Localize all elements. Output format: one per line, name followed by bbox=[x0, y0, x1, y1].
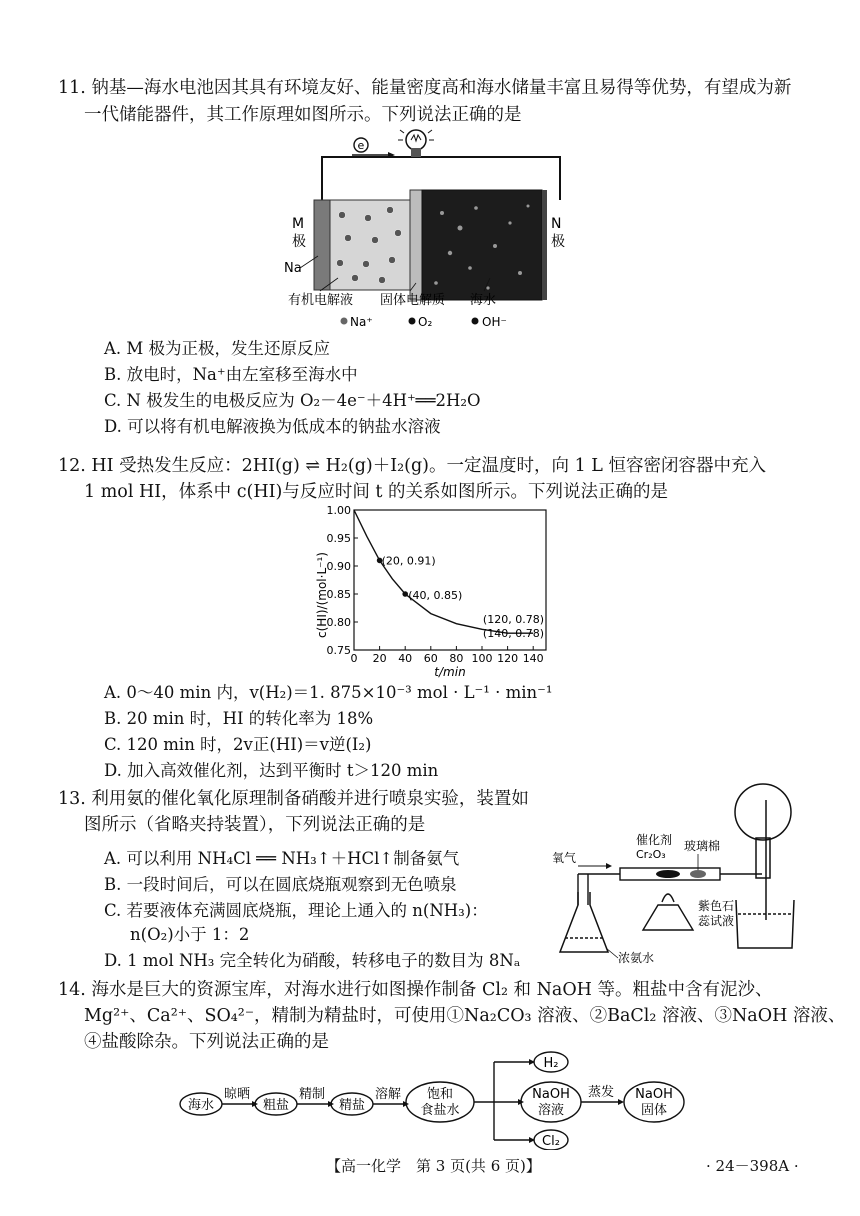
q13-option-a: A. 可以利用 NH₄Cl ══ NH₃↑＋HCl↑制备氨气 bbox=[104, 849, 460, 868]
x-tick-label: 60 bbox=[423, 652, 438, 665]
x-tick-label: 100 bbox=[471, 652, 493, 665]
oxygen-label: 氧气 bbox=[552, 851, 577, 865]
flow-brine-2: 食盐水 bbox=[420, 1103, 460, 1118]
flow-dry-step: 晾晒 bbox=[223, 1087, 251, 1102]
y-tick-label: 0.90 bbox=[326, 560, 351, 573]
flow-seawater: 海水 bbox=[187, 1098, 215, 1113]
q11-battery-diagram bbox=[270, 128, 600, 336]
q11-stem-line2: 一代储能器件，其工作原理如图所示。下列说法正确的是 bbox=[84, 105, 522, 125]
q13-stem-line1: 13. 利用氨的催化氧化原理制备硝酸并进行喷泉实验，装置如 bbox=[58, 789, 529, 809]
q12-stem-line1: 12. HI 受热发生反应：2HI(g) ⇌ H₂(g)＋I₂(g)。一定温度时，向 1 L 恒容密闭容器中充入 bbox=[58, 456, 766, 476]
flow-naoh-solid-1: NaOH bbox=[635, 1087, 673, 1102]
solid-electrolyte-label: 固体电解质 bbox=[380, 293, 446, 308]
glass-wool-mark bbox=[690, 870, 706, 878]
q13-stem-line2: 图所示（省略夹持装置），下列说法正确的是 bbox=[84, 815, 426, 835]
beaker bbox=[736, 900, 794, 948]
chart-y-axis-label: c(HI)/(mol·L⁻¹) bbox=[315, 552, 329, 638]
data-annotation: (20, 0.91) bbox=[381, 554, 436, 568]
m-electrode-label-2: 极 bbox=[292, 234, 306, 250]
litmus-label-2: 蕊试液 bbox=[698, 914, 735, 928]
organic-electrolyte-label: 有机电解液 bbox=[288, 293, 354, 308]
flow-fine-salt: 精盐 bbox=[338, 1098, 366, 1113]
conical-flask bbox=[560, 892, 608, 952]
q13-option-d: D. 1 mol NH₃ 完全转化为硝酸，转移电子的数目为 8Nₐ bbox=[104, 951, 521, 970]
flow-dissolve-step: 溶解 bbox=[374, 1087, 402, 1102]
flow-naoh-solid-2: 固体 bbox=[640, 1103, 668, 1118]
y-tick-label: 0.75 bbox=[326, 644, 351, 657]
flow-h2: H₂ bbox=[543, 1056, 559, 1071]
chart-x-axis-label: t/min bbox=[434, 665, 466, 679]
flow-crude-salt: 粗盐 bbox=[262, 1098, 290, 1113]
x-tick-label: 140 bbox=[522, 652, 544, 665]
data-point bbox=[402, 591, 408, 597]
q13-option-c: C. 若要液体充满圆底烧瓶，理论上通入的 n(NH₃)： bbox=[104, 901, 488, 920]
q13-apparatus-diagram bbox=[548, 780, 810, 970]
x-tick-label: 40 bbox=[398, 652, 413, 665]
seawater-label: 海水 bbox=[470, 293, 497, 308]
alcohol-lamp bbox=[643, 894, 693, 930]
seawater-chamber bbox=[422, 190, 542, 300]
n-electrode-label: N bbox=[551, 216, 562, 232]
electron-label: e bbox=[357, 139, 365, 152]
data-annotation: (140, 0.78) bbox=[482, 627, 544, 641]
catalyst-label: 催化剂 bbox=[636, 833, 673, 847]
round-bottom-flask bbox=[735, 784, 791, 920]
hi-concentration-chart bbox=[300, 500, 560, 680]
legend-na: Na⁺ bbox=[350, 315, 373, 329]
q11-option-c: C. N 极发生的电极反应为 O₂－4e⁻＋4H⁺══2H₂O bbox=[104, 391, 481, 410]
y-tick-label: 0.85 bbox=[326, 588, 351, 601]
flow-brine-1: 饱和 bbox=[426, 1087, 454, 1102]
y-tick-label: 0.95 bbox=[326, 532, 351, 545]
q12-option-c: C. 120 min 时，2v正(HI)＝v逆(I₂) bbox=[104, 735, 372, 754]
x-tick-label: 80 bbox=[449, 652, 464, 665]
y-tick-label: 0.80 bbox=[326, 616, 351, 629]
catalyst-formula-label: Cr₂O₃ bbox=[636, 848, 666, 861]
light-bulb-icon bbox=[398, 130, 434, 157]
q13-option-c-cont: n(O₂)小于 1：2 bbox=[130, 925, 250, 944]
catalyst-mark bbox=[656, 870, 680, 878]
n-electrode-label-2: 极 bbox=[551, 234, 565, 250]
flow-naoh-solution-2: 溶液 bbox=[537, 1103, 565, 1118]
q11-option-d: D. 可以将有机电解液换为低成本的钠盐水溶液 bbox=[104, 417, 441, 436]
q12-stem-line2: 1 mol HI，体系中 c(HI)与反应时间 t 的关系如图所示。下列说法正确的是 bbox=[84, 482, 669, 502]
q12-option-d: D. 加入高效催化剂，达到平衡时 t＞120 min bbox=[104, 761, 439, 780]
flow-cl2: Cl₂ bbox=[542, 1134, 560, 1149]
q11-stem-line1: 11. 钠基—海水电池因其具有环境友好、能量密度高和海水储量丰富且易得等优势，有望成为新 bbox=[58, 78, 792, 98]
na-label: Na bbox=[284, 261, 302, 276]
flow-evaporate-step: 蒸发 bbox=[587, 1085, 615, 1100]
q11-option-a: A. M 极为正极，发生还原反应 bbox=[104, 339, 331, 358]
q14-stem-line3: ④盐酸除杂。下列说法正确的是 bbox=[84, 1032, 329, 1052]
litmus-label-1: 紫色石 bbox=[698, 899, 735, 913]
x-tick-label: 20 bbox=[372, 652, 387, 665]
flow-refine-step: 精制 bbox=[298, 1087, 326, 1102]
q14-stem-line1: 14. 海水是巨大的资源宝库，对海水进行如图操作制备 Cl₂ 和 NaOH 等。粗盐中含有泥沙、 bbox=[58, 980, 773, 1000]
x-tick-label: 120 bbox=[497, 652, 519, 665]
legend-oh: OH⁻ bbox=[482, 315, 507, 329]
q11-option-b: B. 放电时，Na⁺由左室移至海水中 bbox=[104, 365, 358, 384]
m-electrode-label: M bbox=[292, 216, 305, 232]
q14-flow-diagram bbox=[176, 1050, 696, 1150]
page-footer-code: · 24－398A · bbox=[706, 1157, 799, 1175]
q14-stem-line2: Mg²⁺、Ca²⁺、SO₄²⁻，精制为精盐时，可使用①Na₂CO₃ 溶液、②BaCl₂ 溶液、③NaOH 溶液、 bbox=[84, 1006, 846, 1026]
flow-naoh-solution-1: NaOH bbox=[532, 1087, 570, 1102]
y-tick-label: 1.00 bbox=[326, 504, 351, 517]
ammonia-label: 浓氨水 bbox=[618, 951, 655, 965]
na-electrode bbox=[314, 200, 330, 290]
data-annotation: (120, 0.78) bbox=[482, 613, 544, 627]
legend-o2: O₂ bbox=[418, 315, 433, 329]
q12-option-b: B. 20 min 时，HI 的转化率为 18% bbox=[104, 709, 374, 728]
x-tick-label: 0 bbox=[350, 652, 358, 665]
q13-option-b: B. 一段时间后，可以在圆底烧瓶观察到无色喷泉 bbox=[104, 875, 457, 894]
data-annotation: (40, 0.85) bbox=[408, 589, 463, 602]
page-footer-center: 【高一化学 第 3 页(共 6 页)】 bbox=[326, 1157, 541, 1175]
q12-option-a: A. 0～40 min 内，v(H₂)＝1. 875×10⁻³ mol · L⁻¹ · min⁻¹ bbox=[104, 683, 553, 702]
glass-wool-label: 玻璃棉 bbox=[684, 839, 721, 853]
